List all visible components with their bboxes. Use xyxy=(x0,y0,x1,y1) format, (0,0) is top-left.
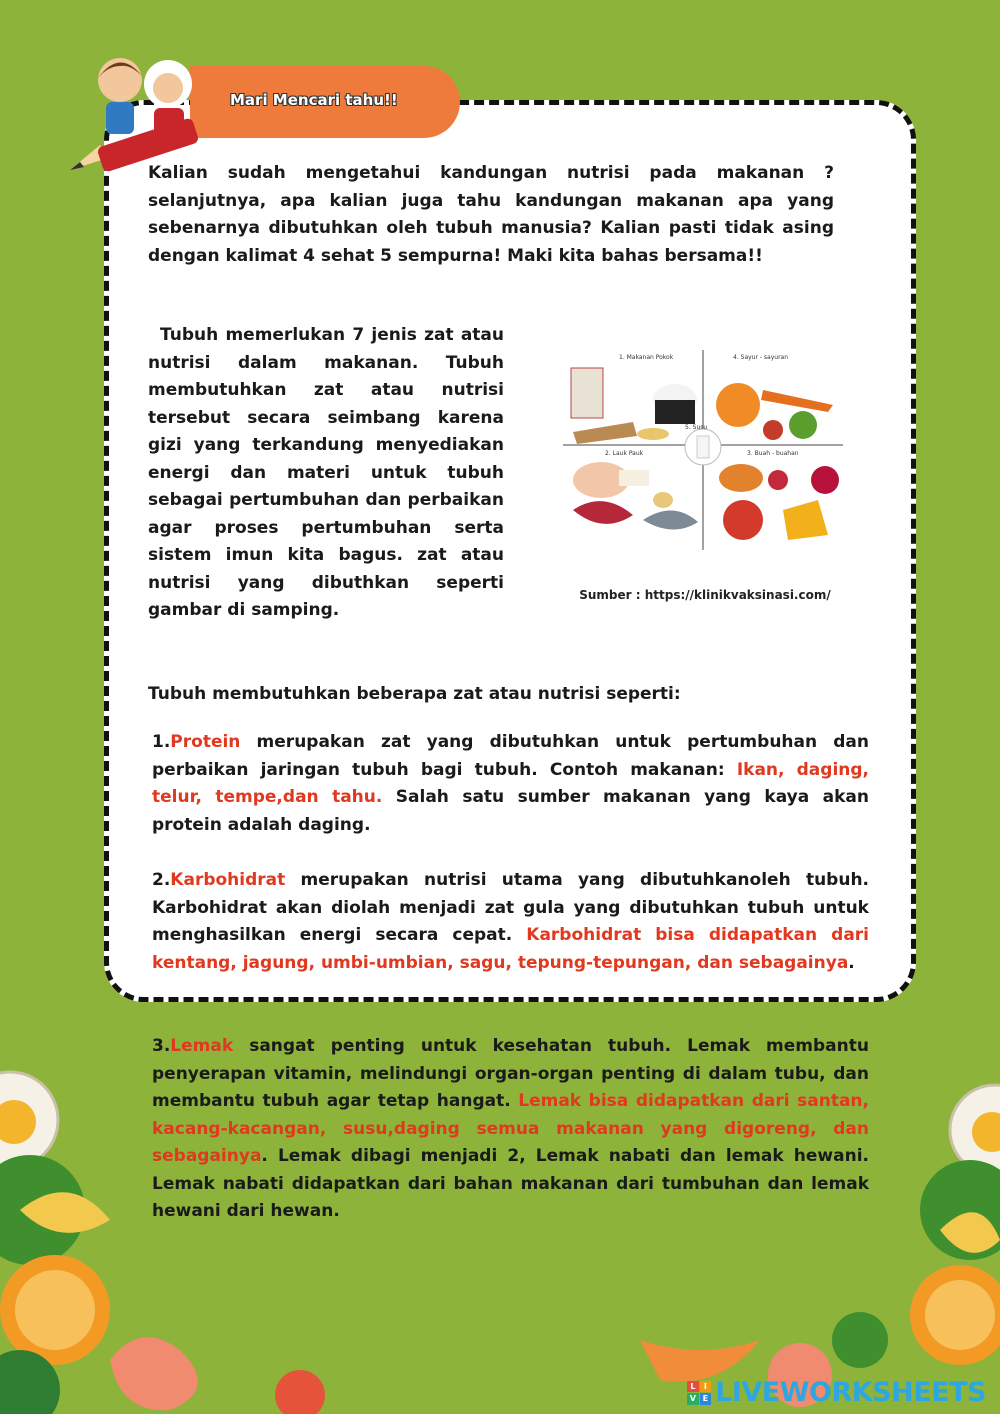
mark-letter: E xyxy=(700,1393,712,1405)
item-highlight: Karbohidrat bisa didapatkan dari kentang, jagung, umbi-umbian, sagu, tepung-tepungan, dan sebagainya xyxy=(152,925,870,973)
item-term: Karbohidrat xyxy=(170,870,286,890)
item-term: Protein xyxy=(170,732,241,752)
body-paragraph: Tubuh memerlukan 7 jenis zat atau nutrisi dalam makanan. Tubuh membutuhkan zat atau nutrisi tersebut secara seimbang karena gizi yang terkandung menyediakan energi dan materi untuk tubuh sebagai pertumbuhan dan perbaikan agar proses pertumbuhan serta sistem imun kita bagus. zat atau nutrisi yang dibuthkan seperti gambar di samping. xyxy=(148,325,504,620)
item-number: 2. xyxy=(152,870,171,890)
figure-caption: Sumber : https://klinikvaksinasi.com/ xyxy=(579,588,831,602)
kids-on-pencil-icon xyxy=(60,40,220,180)
nutrient-item-protein xyxy=(152,729,869,839)
header-title: Mari Mencari tahu!! xyxy=(230,91,398,109)
liveworksheets-logo[interactable] xyxy=(687,1377,986,1408)
mark-letter: L xyxy=(687,1381,699,1393)
item-text-end: . xyxy=(848,952,855,973)
mark-letter: V xyxy=(687,1393,699,1405)
item-text-end: . Lemak dibagi menjadi 2, Lemak nabati dan lemak hewani. Lemak nabati didapatkan dari bahan makanan dari tumbuhan dan lemak hewani dari hewan. xyxy=(152,1146,869,1221)
mark-letter: I xyxy=(700,1381,712,1393)
figure-label-fruits: 3. Buah - buahan xyxy=(747,450,799,457)
food-groups-figure xyxy=(563,350,843,550)
figure-label-vegetables: 4. Sayur - sayuran xyxy=(733,354,789,361)
item-text: merupakan zat yang dibutuhkan untuk pertumbuhan dan perbaikan jaringan tubuh bagi tubuh. Contoh makanan: xyxy=(152,732,869,780)
figure-label-staples: 1. Makanan Pokok xyxy=(619,354,674,361)
intro-paragraph: Kalian sudah mengetahui kandungan nutrisi pada makanan ? selanjutnya, apa kalian juga tahu kandungan makanan apa yang sebenarnya dibutuhkan oleh tubuh manusia? Kalian pasti tidak asing dengan kalimat 4 sehat 5 sempurna! Maki kita bahas bersama!! xyxy=(148,163,834,266)
item-text: merupakan nutrisi utama yang dibutuhkanoleh tubuh. Karbohidrat akan diolah menjadi zat gula yang dibutuhkan tubuh untuk menghasilkan energi secara cepat. xyxy=(152,870,869,945)
header-tab xyxy=(190,66,460,138)
item-number: 1. xyxy=(152,732,171,752)
item-text-end: Salah satu sumber makanan yang kaya akan protein adalah daging. xyxy=(152,787,869,835)
liveworksheets-mark-icon xyxy=(687,1381,711,1405)
item-highlight: Ikan, daging, telur, tempe,dan tahu. xyxy=(152,759,870,807)
item-term: Lemak xyxy=(170,1036,234,1056)
item-text: sangat penting untuk kesehatan tubuh. Lemak membantu penyerapan vitamin, melindungi organ-organ penting di dalam tubu, dan membantu tubuh agar tetap hangat. xyxy=(152,1036,869,1111)
figure-label-protein: 2. Lauk Pauk xyxy=(605,450,644,457)
nutrient-item-karbohidrat xyxy=(152,867,869,977)
list-intro: Tubuh membutuhkan beberapa zat atau nutrisi seperti: xyxy=(148,684,681,704)
figure-label-milk: 5. Susu xyxy=(685,424,708,431)
liveworksheets-wordmark: LIVEWORKSHEETS xyxy=(715,1377,986,1408)
nutrient-item-lemak xyxy=(152,1033,869,1226)
item-highlight: Lemak bisa didapatkan dari santan, kacang-kacangan, susu,daging semua makanan yang digoreng, dan sebagainya xyxy=(152,1091,869,1166)
item-number: 3. xyxy=(152,1036,171,1056)
